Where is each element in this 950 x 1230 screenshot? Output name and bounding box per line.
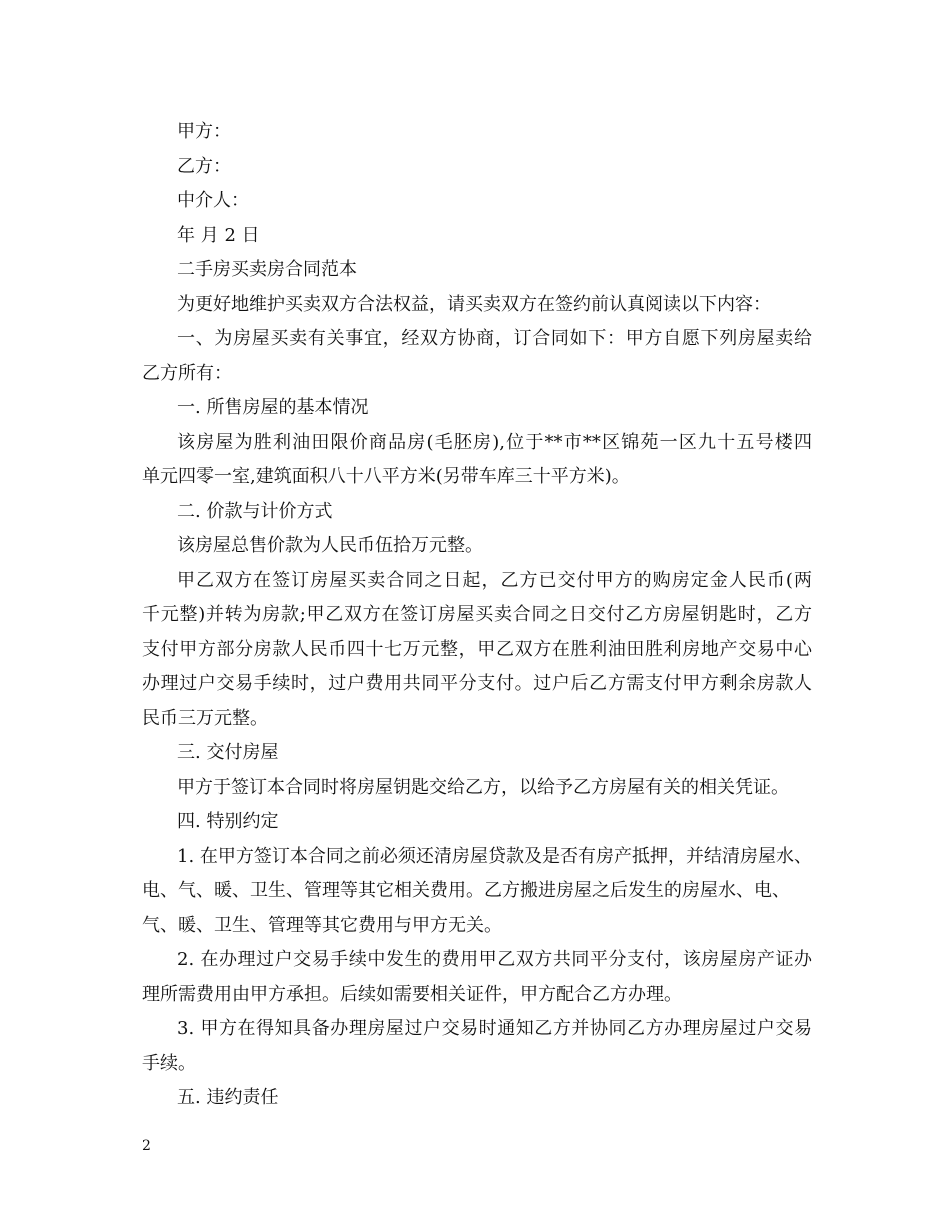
text-line: 该房屋总售价款为人民币伍拾万元整。 xyxy=(177,535,483,556)
text-line: 乙方： xyxy=(177,155,231,177)
text-line: 理所需费用由甲方承担。后续如需要相关证件，甲方配合乙方办理。 xyxy=(142,983,682,1005)
text-line: 1. 在甲方签订本合同之前必须还清房屋贷款及是否有房产抵押，并结清房屋水、 xyxy=(177,845,812,867)
text-line: 该房屋为胜利油田限价商品房(毛胚房),位于**市**区锦苑一区九十五号楼四 xyxy=(177,431,812,453)
text-line: 乙方所有： xyxy=(142,362,232,384)
text-line: 千元整)并转为房款;甲乙双方在签订房屋买卖合同之日交付乙方房屋钥匙时，乙方 xyxy=(142,604,812,625)
text-line: 单元四零一室,建筑面积八十八平方米(另带车库三十平方米)。 xyxy=(142,466,630,487)
document-body xyxy=(142,115,812,1116)
text-line: 甲方： xyxy=(177,121,231,142)
text-line: 中介人： xyxy=(177,190,249,211)
text-line: 2. 在办理过户交易手续中发生的费用甲乙双方共同平分支付，该房屋房产证办 xyxy=(177,949,812,970)
text-line: 二手房买卖房合同范本 xyxy=(177,259,357,280)
text-line: 四. 特别约定 xyxy=(177,811,279,832)
text-line: 三. 交付房屋 xyxy=(177,742,279,763)
text-line: 年 月 2 日 xyxy=(177,224,260,246)
text-line: 五. 违约责任 xyxy=(177,1087,279,1108)
text-line: 手续。 xyxy=(142,1052,196,1074)
page-number: 2 xyxy=(142,1138,151,1154)
text-line: 一. 所售房屋的基本情况 xyxy=(177,397,369,418)
text-line: 甲乙双方在签订房屋买卖合同之日起，乙方已交付甲方的购房定金人民币(两 xyxy=(177,569,812,591)
text-line: 3. 甲方在得知具备办理房屋过户交易时通知乙方并协同乙方办理房屋过户交易 xyxy=(177,1018,812,1039)
text-line: 办理过户交易手续时，过户费用共同平分支付。过户后乙方需支付甲方剩余房款人 xyxy=(142,673,812,694)
text-line: 一、为房屋买卖有关事宜，经双方协商，订合同如下：甲方自愿下列房屋卖给 xyxy=(177,328,812,349)
text-line: 支付甲方部分房款人民币四十七万元整，甲乙双方在胜利油田胜利房地产交易中心 xyxy=(142,638,812,660)
text-line: 为更好地维护买卖双方合法权益，请买卖双方在签约前认真阅读以下内容： xyxy=(177,293,771,315)
text-line: 气、暖、卫生、管理等其它费用与甲方无关。 xyxy=(142,914,502,936)
text-line: 民币三万元整。 xyxy=(142,707,268,729)
text-line: 甲方于签订本合同时将房屋钥匙交给乙方，以给予乙方房屋有关的相关凭证。 xyxy=(177,776,789,798)
text-line: 二. 价款与计价方式 xyxy=(177,500,333,522)
text-line: 电、气、暖、卫生、管理等其它相关费用。乙方搬进房屋之后发生的房屋水、电、 xyxy=(142,880,790,901)
